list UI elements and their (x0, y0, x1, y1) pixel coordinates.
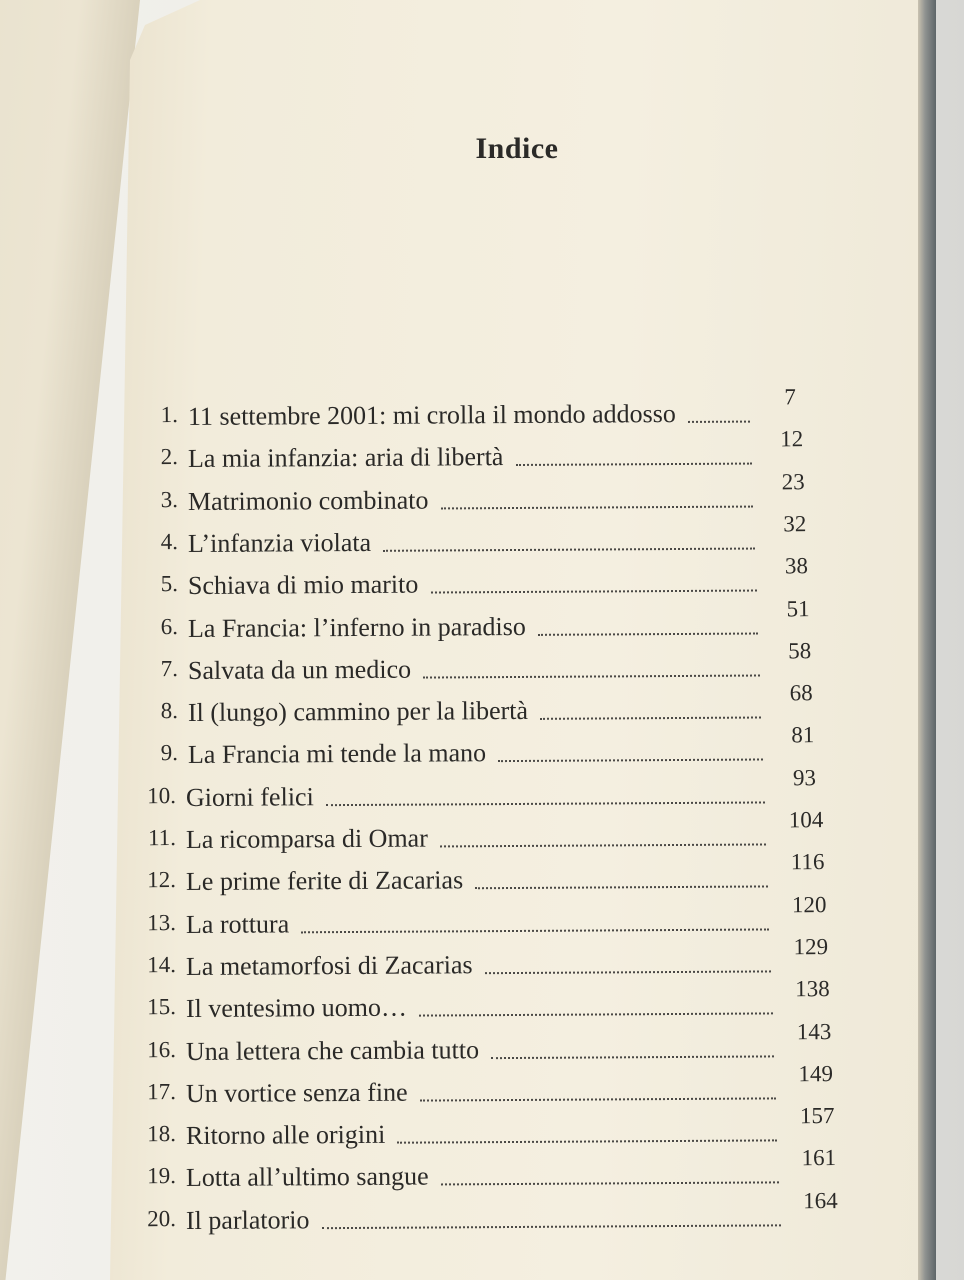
chapter-page-number: 32 (783, 511, 807, 537)
chapter-page-number: 157 (799, 1103, 835, 1129)
chapter-page-number: 164 (803, 1187, 838, 1213)
chapter-title: Le prime ferite di Zacarias (185, 865, 464, 897)
toc-row (147, 1187, 838, 1246)
chapter-number: 13. (147, 909, 177, 935)
chapter-page-number: 129 (793, 933, 829, 960)
leader-dots (420, 1097, 776, 1101)
chapter-number: 12. (147, 867, 177, 893)
chapter-page-number: 116 (790, 849, 825, 875)
chapter-title: L’infanzia violata (187, 527, 372, 558)
chapter-page-number: 38 (784, 553, 809, 579)
chapter-page-number: 58 (788, 637, 812, 664)
chapter-number: 6. (160, 613, 179, 639)
chapter-title: Salvata da un medico (187, 654, 412, 685)
chapter-number: 5. (160, 571, 179, 597)
chapter-page-number: 120 (791, 891, 827, 917)
chapter-page-number: 7 (784, 384, 796, 410)
chapter-page-number: 149 (798, 1060, 833, 1087)
leader-dots (397, 1139, 777, 1143)
chapter-number: 20. (147, 1205, 177, 1231)
chapter-title: Ritorno alle origini (185, 1119, 386, 1151)
chapter-title: Il (lungo) cammino per la libertà (187, 696, 529, 728)
chapter-number: 3. (160, 486, 179, 512)
chapter-number: 2. (160, 444, 179, 470)
leader-dots (383, 547, 755, 551)
chapter-number: 18. (147, 1121, 177, 1147)
chapter-number: 14. (147, 951, 177, 978)
chapter-title: La Francia: l’inferno in paradiso (187, 611, 526, 643)
leader-dots (322, 1224, 781, 1229)
chapter-number: 15. (147, 994, 177, 1020)
leader-dots (440, 843, 766, 847)
chapter-page-number: 12 (780, 426, 804, 452)
leader-dots (491, 1055, 774, 1059)
chapter-title: Una lettera che cambia tutto (185, 1034, 480, 1066)
chapter-page-number: 104 (788, 807, 824, 833)
chapter-title: 11 settembre 2001: mi crolla il mondo addosso (187, 399, 676, 431)
leader-dots (516, 463, 752, 466)
leader-dots (688, 421, 750, 423)
chapter-number: 1. (160, 402, 179, 428)
chapter-title: Schiava di mio marito (187, 569, 419, 601)
chapter-title: La Francia mi tende la mano (187, 738, 487, 770)
chapter-page-number: 68 (789, 680, 813, 706)
chapter-title: Un vortice senza fine (185, 1077, 408, 1108)
leader-dots (419, 1013, 772, 1017)
chapter-title: Il parlatorio (185, 1204, 310, 1235)
chapter-page-number: 81 (791, 722, 815, 748)
leader-dots (301, 928, 769, 933)
chapter-title: Il ventesimo uomo… (185, 992, 408, 1024)
chapter-title: Giorni felici (185, 781, 314, 812)
chapter-number: 9. (160, 740, 179, 766)
chapter-title: La rottura (185, 908, 290, 939)
chapter-page-number: 161 (801, 1145, 837, 1171)
chapter-number: 16. (147, 1036, 177, 1062)
toc-row (160, 384, 796, 442)
chapter-title: La ricomparsa di Omar (185, 823, 428, 854)
leader-dots (485, 970, 771, 974)
leader-dots (538, 632, 758, 635)
chapter-number: 11. (147, 825, 177, 851)
leader-dots (431, 590, 757, 594)
leader-dots (423, 674, 760, 678)
chapter-title: La mia infanzia: aria di libertà (187, 442, 504, 474)
toc-row (147, 764, 817, 823)
chapter-number: 8. (160, 698, 179, 724)
chapter-title: La metamorfosi di Zacarias (185, 950, 473, 981)
leader-dots (475, 886, 767, 890)
leader-dots (441, 505, 754, 509)
chapter-page-number: 138 (795, 976, 830, 1002)
page-title: Indice (475, 132, 559, 166)
chapter-number: 19. (147, 1163, 177, 1189)
leader-dots (441, 1182, 779, 1186)
chapter-page-number: 93 (792, 764, 817, 790)
chapter-page-number: 143 (796, 1018, 832, 1044)
chapter-number: 4. (160, 528, 179, 555)
chapter-title: Lotta all’ultimo sangue (185, 1161, 429, 1193)
chapter-number: 7. (160, 655, 179, 681)
chapter-page-number: 51 (786, 595, 810, 621)
chapter-number: 17. (147, 1078, 177, 1105)
chapter-title: Matrimonio combinato (187, 485, 429, 516)
chapter-page-number: 23 (781, 468, 805, 494)
leader-dots (540, 717, 761, 720)
chapter-number: 10. (147, 782, 177, 808)
leader-dots (498, 759, 763, 763)
leader-dots (326, 801, 765, 806)
